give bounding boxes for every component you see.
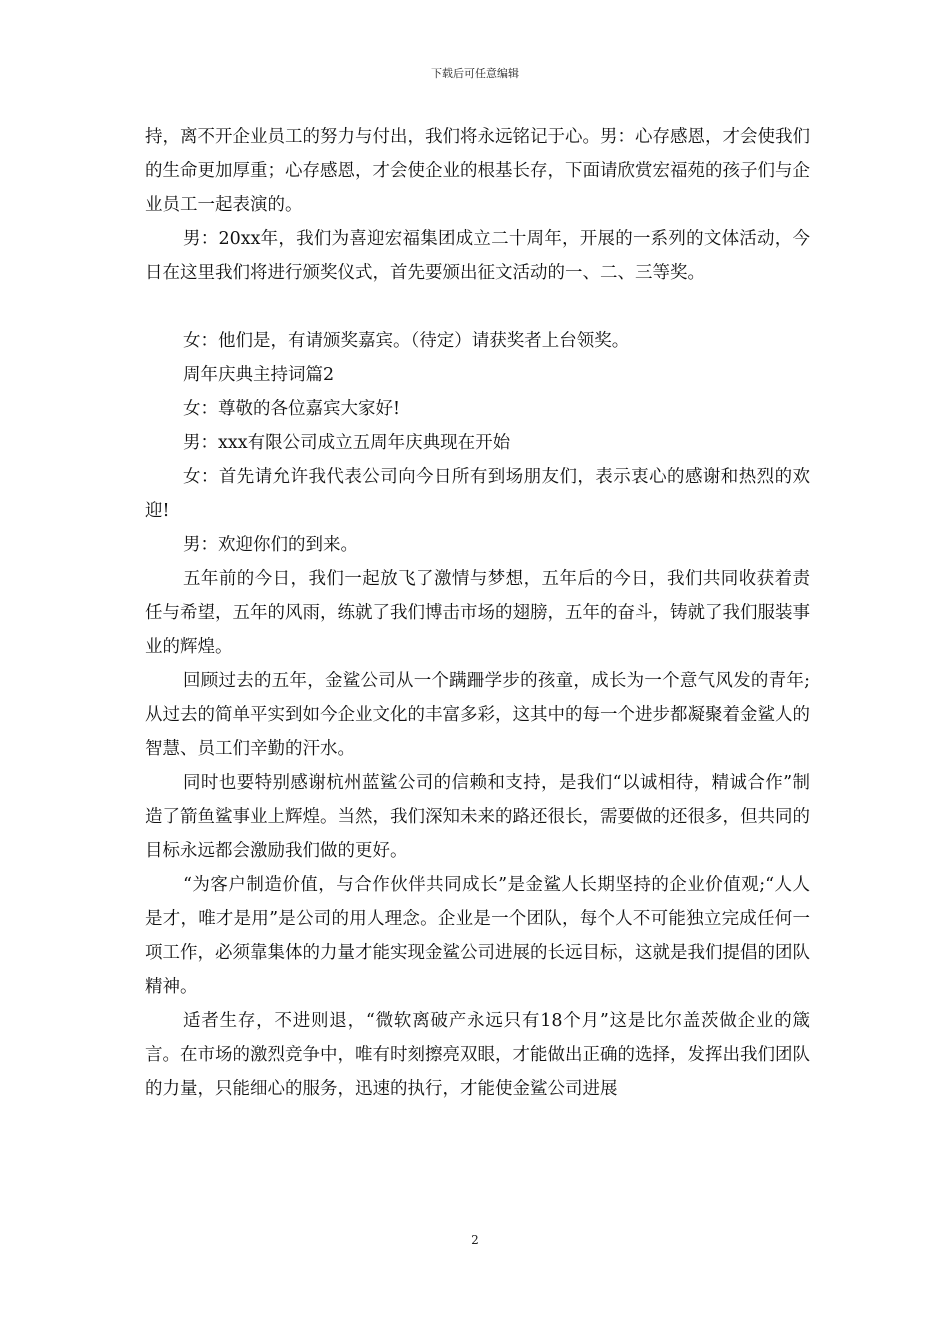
paragraph-survival: 适者生存，不进则退，“微软离破产永远只有18个月”这是比尔盖茨做企业的箴言。在市场的激烈竞争中，唯有时刻擦亮双眼，才能做出正确的选择，发挥出我们团队的力量，只能细心的服务，迅速的执行，才能使金鲨公司进展: [145, 1011, 810, 1099]
paragraph-female-welcome: 女：首先请允许我代表公司向今日所有到场朋友们，表示衷心的感谢和热烈的欢迎!: [145, 467, 810, 521]
paragraph-male-welcome: 男：欢迎你们的到来。: [183, 535, 358, 555]
paragraph-female-presenters: 女：他们是，有请颁奖嘉宾。（待定）请获奖者上台领奖。: [183, 331, 630, 351]
page-header-note: 下载后可任意编辑: [431, 67, 519, 80]
section-heading: 周年庆典主持词篇2: [183, 365, 335, 385]
paragraph-values: “为客户制造价值，与合作伙伴共同成长”是金鲨人长期坚持的企业价值观;“人人是才，唯才是用”是公司的用人理念。企业是一个团队，每个人不可能独立完成任何一项工作，必须靠集体的力量才能实现金鲨公司进展的长远目标，这就是我们提倡的团队精神。: [145, 875, 810, 997]
blank-line: [145, 290, 810, 324]
paragraph-review: 回顾过去的五年，金鲨公司从一个蹒跚学步的孩童，成长为一个意气风发的青年;从过去的简单平实到如今企业文化的丰富多彩，这其中的每一个进步都凝聚着金鲨人的智慧、员工们辛勤的汗水。: [145, 671, 810, 759]
paragraph-male-award-intro: 男：20xx年，我们为喜迎宏福集团成立二十周年，开展的一系列的文体活动，今日在这里我们将进行颁奖仪式，首先要颁出征文活动的一、二、三等奖。: [145, 229, 810, 283]
paragraph-thanks: 同时也要特别感谢杭州蓝鲨公司的信赖和支持，是我们“以诚相待，精诚合作”制造了箭鱼鲨事业上辉煌。当然，我们深知未来的路还很长，需要做的还很多，但共同的目标永远都会激励我们做的更好。: [145, 773, 810, 861]
paragraph-five-years: 五年前的今日，我们一起放飞了激情与梦想，五年后的今日，我们共同收获着责任与希望，五年的风雨，练就了我们博击市场的翅膀，五年的奋斗，铸就了我们服装事业的辉煌。: [145, 569, 810, 657]
paragraph-continuation: 持，离不开企业员工的努力与付出，我们将永远铭记于心。男：心存感恩，才会使我们的生命更加厚重；心存感恩，才会使企业的根基长存，下面请欣赏宏福苑的孩子们与企业员工一起表演的。: [145, 127, 810, 215]
paragraph-male-opening: 男：xxx有限公司成立五周年庆典现在开始: [183, 433, 511, 453]
paragraph-female-greeting: 女：尊敬的各位嘉宾大家好!: [183, 399, 401, 419]
page-number: 2: [471, 1233, 479, 1247]
document-body: [145, 120, 810, 1106]
